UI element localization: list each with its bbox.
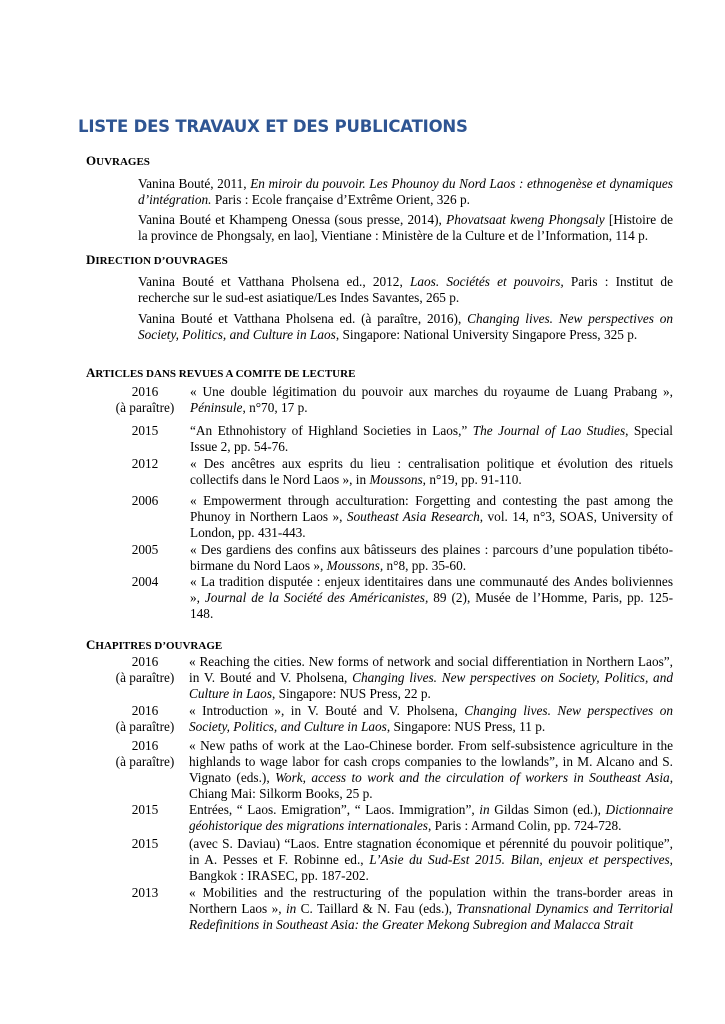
page-title: LISTE DES TRAVAUX ET DES PUBLICATIONS bbox=[78, 117, 468, 136]
year: 2006 bbox=[131, 493, 159, 508]
year: 2015 bbox=[131, 423, 159, 438]
section-heading-direction: DIRECTION D’OUVRAGES bbox=[86, 252, 228, 267]
year: 2016 bbox=[131, 738, 159, 753]
document-page: LISTE DES TRAVAUX ET DES PUBLICATIONS OUVRAGES Vanina Bouté, 2011, En miroir du pouvoir. Les Phounoy du Nord Laos : ethnogenèse et dynamiques d’intégration. Paris : Ecole française d’Extrême Orient, 326 p. Vanina Bouté et Khampeng Onessa (sous presse, 2014), Phovatsaat kweng Phongsaly [Histoire de la province de Phongsaly, en lao], Vientiane : Ministère de la Culture et de l’Information, 114 p. DIRECTION D’OUVRAGES Vanina Bouté et Vatthana Pholsena ed., 2012, Laos. Sociétés et pouvoirs, Paris : Institut de recherche sur le sud-est asiatique/Les Indes Savantes, 265 p. Vanina Bouté et Vatthana Pholsena ed. (à paraître, 2016), Changing lives. New perspectives on Society, Politics, and Culture in Laos, Singapore: National University Singapore Press, 325 p. ARTICLES DANS REVUES A COMITE DE LECTURE 2016 (à paraître) « Une double légitimation du pouvoir aux marches du royaume de Luang Prabang », Péninsule, n°70, 17 p. 2015 “An Ethnohistory of Highland Societies in Laos,” The Journal of Lao Studies, Special Issue 2, pp. 54-76. 2012 « Des ancêtres aux esprits du lieu : centralisation politique et évolution des rituels collectifs dans le Nord Laos », in Moussons, n°19, pp. 91-110. 2006 « Empowerment through acculturation: Forgetting and contesting the past among the Phunoy in Northern Laos », Southeast Asia Research, vol. 14, n°3, SOAS, University of London, pp. 431-443. 2005 « Des gardiens des confins aux bâtisseurs des plaines : parcours d’une population tibéto-birmane du Nord Laos », Moussons, n°8, pp. 35-60. 2004 « La tradition disputée : enjeux identitaires dans une communauté des Andes boliviennes », Journal de la Société des Américanistes, 89 (2), Musée de l’Homme, Paris, pp. 125-148. CHAPITRES D’OUVRAGE 2016 (à paraître) « Reaching the cities. New forms of network and social differentiation in Northern Laos”, in V. Bouté and V. Pholsena, Changing lives. New perspectives on Society, Politics, and Culture in Laos, Singapore: NUS Press, 22 p. 2016 (à paraître) « Introduction », in V. Bouté and V. Pholsena, Changing lives. New perspectives on Society, Politics, and Culture in Laos, Singapore: NUS Press, 11 p. 2016 (à paraître) « New paths of work at the Lao-Chinese border. From self-subsistence agriculture in the highlands to wage labor for cash crops companies to the lowlands”, in M. Alcano and S. Vignato (eds.), Work, access to work and the circulation of workers in Southeast Asia, Chiang Mai: Silkorm Books, 25 p. 2015 Entrées, “ Laos. Emigration”, “ Laos. Immigration”, in Gildas Simon (ed.), Dictionnaire géohistorique des migrations internationales, Paris : Armand Colin, pp. 724-728. 2015 (avec S. Daviau) “Laos. Entre stagnation économique et pérennité du pouvoir politique”, in A. Pesses et F. Robinne ed., L’Asie du Sud-Est 2015. Bilan, enjeux et perspectives, Bangkok : IRASEC, pp. 187-202. 2013 « Mobilities and the restructuring of the population within the trans-border areas in Northern Laos », in C. Taillard & N. Fau (eds.), Transnational Dynamics and Territorial Redefinitions in Southeast Asia: the Greater Mekong Subregion and Malacca Strait bbox=[78, 117, 674, 932]
year: 2016 bbox=[131, 384, 159, 399]
ouvrage-entry: Vanina Bouté et Khampeng Onessa (sous presse, 2014), Phovatsaat kweng Phongsaly [Histoire de la province de Phongsaly, en lao], Vientiane : Ministère de la Culture et de l’Information, 114 p. bbox=[138, 212, 673, 243]
year-note: (à paraître) bbox=[115, 670, 175, 685]
section-heading-ouvrages: OUVRAGES bbox=[86, 153, 150, 168]
ouvrage-entry: Vanina Bouté, 2011, En miroir du pouvoir. Les Phounoy du Nord Laos : ethnogenèse et dynamiques d’intégration. Paris : Ecole française d’Extrême Orient, 326 p. bbox=[138, 176, 673, 207]
year: 2015 bbox=[131, 836, 159, 851]
direction-entry: Vanina Bouté et Vatthana Pholsena ed. (à paraître, 2016), Changing lives. New perspectives on Society, Politics, and Culture in Laos, Singapore: National University Singapore Press, 325 p. bbox=[138, 311, 673, 342]
direction-entry: Vanina Bouté et Vatthana Pholsena ed., 2012, Laos. Sociétés et pouvoirs, Paris : Institut de recherche sur le sud-est asiatique/Les Indes Savantes, 265 p. bbox=[138, 274, 673, 305]
year-note: (à paraître) bbox=[115, 719, 175, 734]
year: 2016 bbox=[131, 654, 159, 669]
year: 2013 bbox=[131, 885, 159, 900]
year-note: (à paraître) bbox=[115, 400, 175, 415]
year: 2012 bbox=[131, 456, 159, 471]
section-heading-articles: ARTICLES DANS REVUES A COMITE DE LECTURE bbox=[86, 365, 356, 380]
section-heading-chapitres: CHAPITRES D’OUVRAGE bbox=[86, 637, 223, 652]
year: 2005 bbox=[131, 542, 159, 557]
year: 2016 bbox=[131, 703, 159, 718]
year: 2015 bbox=[131, 802, 159, 817]
year: 2004 bbox=[131, 574, 159, 589]
year-note: (à paraître) bbox=[115, 754, 175, 769]
